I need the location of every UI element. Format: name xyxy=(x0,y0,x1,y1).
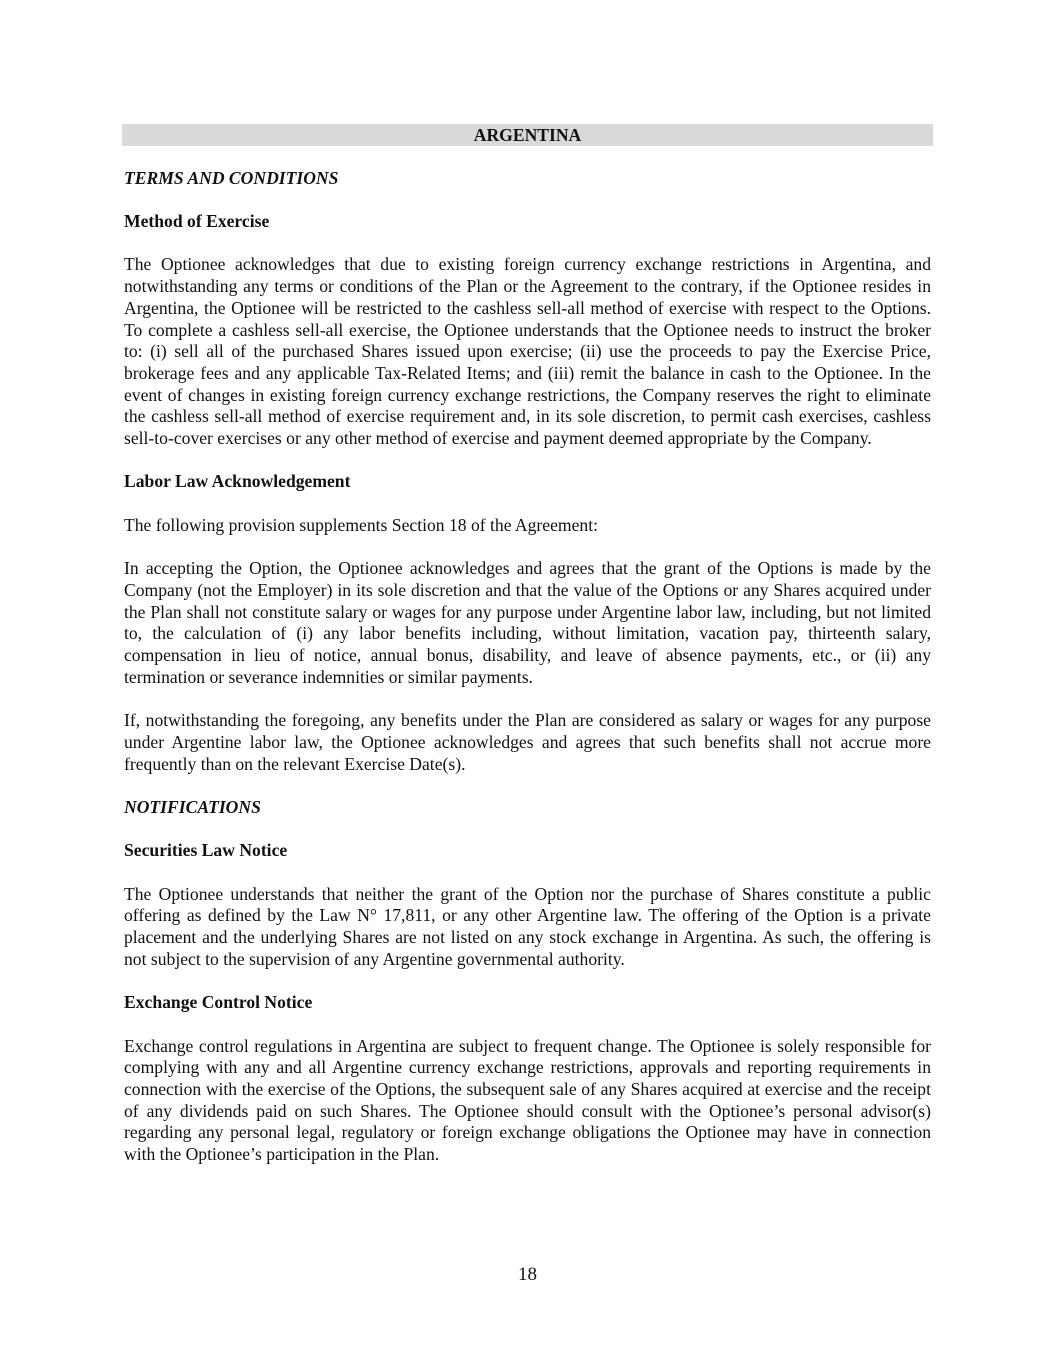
labor-heading: Labor Law Acknowledgement xyxy=(124,471,351,492)
document-page xyxy=(124,124,931,1188)
terms-heading: TERMS AND CONDITIONS xyxy=(124,167,339,188)
method-paragraph: The Optionee acknowledges that due to existing foreign currency exchange restrictions in Argentina, and notwithstanding any terms or conditions of the Plan or the Agreement to the contrary, if the Optionee resides in Argentina, the Optionee will be restricted to the cashless sell-all method of exercise with respect to the Options. To complete a cashless sell-all exercise, the Optionee understands that the Optionee needs to instruct the broker to: (i) sell all of the purchased Shares issued upon exercise; (ii) use the proceeds to pay the Exercise Price, brokerage fees and any applicable Tax-Related Items; and (iii) remit the balance in cash to the Optionee. In the event of changes in existing foreign currency exchange restrictions, the Company reserves the right to eliminate the cashless sell-all method of exercise requirement and, in its sole discretion, to permit cash exercises, cashless sell-to-cover exercises or any other method of exercise and payment deemed appropriate by the Company. xyxy=(124,254,931,449)
method-heading: Method of Exercise xyxy=(124,211,270,232)
labor-paragraph-1: In accepting the Option, the Optionee acknowledges and agrees that the grant of the Options is made by the Company (not the Employer) in its sole discretion and that the value of the Options or any Shares acquired under the Plan shall not constitute salary or wages for any purpose under Argentine labor law, including, but not limited to, the calculation of (i) any labor benefits including, without limitation, vacation pay, thirteenth salary, compensation in lieu of notice, annual bonus, disability, and leave of absence payments, etc., or (ii) any termination or severance indemnities or similar payments. xyxy=(124,558,931,687)
section-title-bar: ARGENTINA xyxy=(122,124,933,146)
labor-paragraph-2: If, notwithstanding the foregoing, any benefits under the Plan are considered as salary or wages for any purpose under Argentine labor law, the Optionee acknowledges and agrees that such benefits shall not accrue more frequently than on the relevant Exercise Date(s). xyxy=(124,710,931,774)
page-number: 18 xyxy=(518,1264,537,1285)
notifications-heading: NOTIFICATIONS xyxy=(124,796,261,817)
securities-heading: Securities Law Notice xyxy=(124,840,288,861)
exchange-heading: Exchange Control Notice xyxy=(124,992,313,1013)
labor-intro: The following provision supplements Section 18 of the Agreement: xyxy=(124,514,598,535)
securities-paragraph: The Optionee understands that neither the grant of the Option nor the purchase of Shares constitute a public offering as defined by the Law N° 17,811, or any other Argentine law. The offering of the Option is a private placement and the underlying Shares are not listed on any stock exchange in Argentina. As such, the offering is not subject to the supervision of any Argentine governmental authority. xyxy=(124,883,931,969)
exchange-paragraph: Exchange control regulations in Argentina are subject to frequent change. The Optionee is solely responsible for complying with any and all Argentine currency exchange restrictions, approvals and reporting requirements in connection with the exercise of the Options, the subsequent sale of any Shares acquired at exercise and the receipt of any dividends paid on such Shares. The Optionee should consult with the Optionee’s personal advisor(s) regarding any personal legal, regulatory or foreign exchange obligations the Optionee may have in connection with the Optionee’s participation in the Plan. xyxy=(124,1035,931,1165)
